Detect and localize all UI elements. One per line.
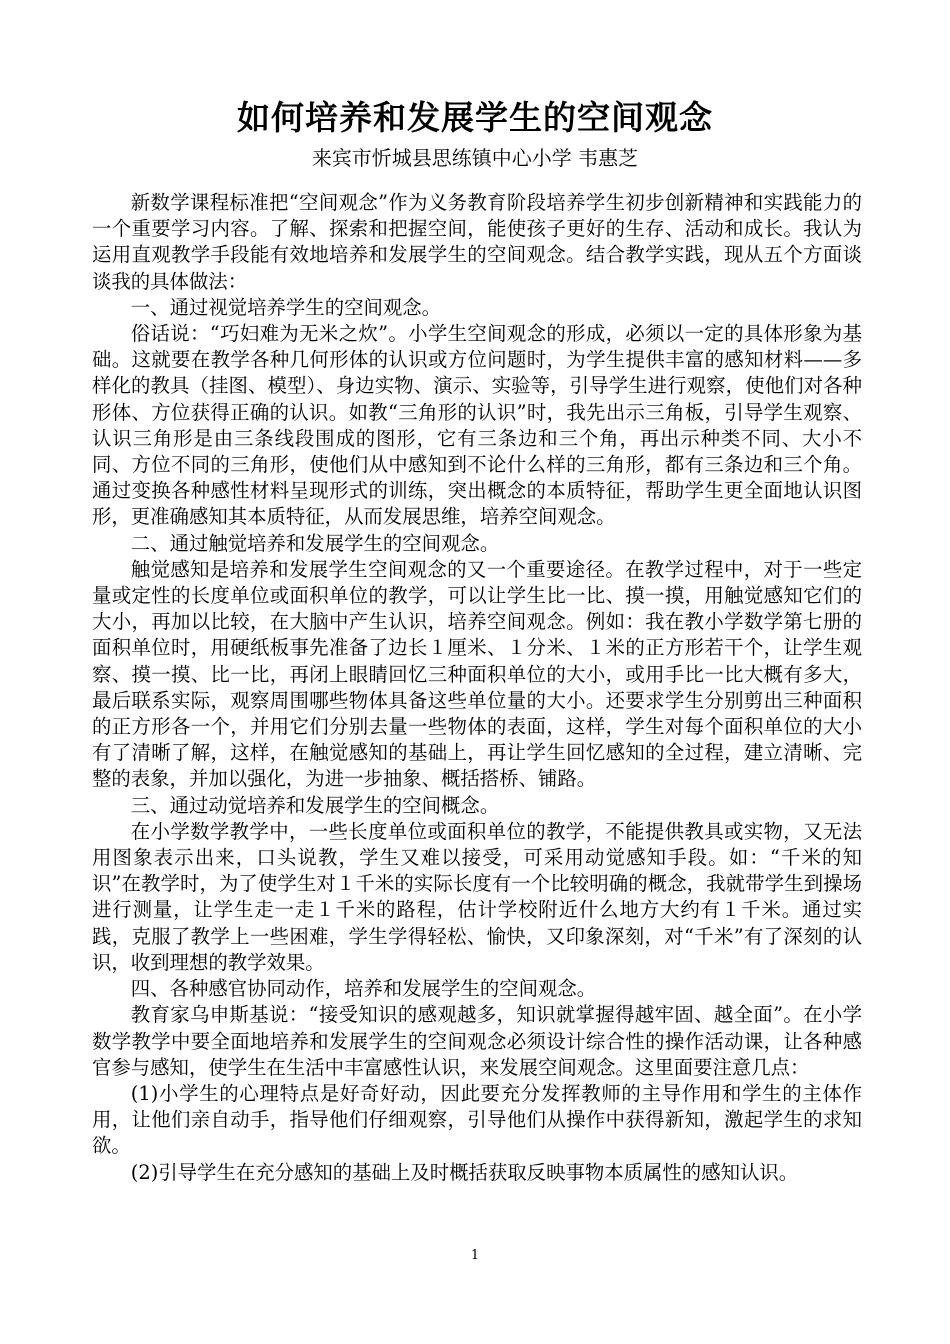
author-line: 来宾市忻城县思练镇中心小学 韦惠芝 [311,146,639,170]
paragraph: 教育家乌申斯基说：“接受知识的感观越多，知识就掌握得越牢固、越全面”。在小学数学教学中要全面地培养和发展学生的空间观念必须设计综合性的操作活动课，让各种感官参与感知，使学生在生活中丰富感性认识，来发展空间观念。这里面要注意几点： [92,1003,862,1079]
section-heading: 二、通过触觉培养和发展学生的空间观念。 [130,531,500,555]
page-number: 1 [470,1248,480,1263]
section-heading: 一、通过视觉培养学生的空间观念。 [130,295,442,319]
section-heading: 三、通过动觉培养和发展学生的空间概念。 [130,793,500,817]
document-title: 如何培养和发展学生的空间观念 [237,98,713,137]
paragraph: 在小学数学教学中，一些长度单位或面积单位的教学，不能提供教具或实物，又无法用图象表示出来，口头说教，学生又难以接受，可采用动觉感知手段。如：“千米的知识”在教学时，为了使学生对１千米的实际长度有一个比较明确的概念，我就带学生到操场进行测量，让学生走一走１千米的路程，估计学校附近什么地方大约有１千米。通过实践，克服了教学上一些困难，学生学得轻松、愉快，又印象深刻，对“千米”有了深刻的认识，收到理想的教学效果。 [92,819,862,974]
paragraph: 触觉感知是培养和发展学生空间观念的又一个重要途径。在教学过程中，对于一些定量或定性的长度单位或面积单位的教学，可以让学生比一比、摸一摸，用触觉感知它们的大小，再加以比较，在大脑中产生认识，培养空间观念。例如：我在教小学数学第七册的面积单位时，用硬纸板事先准备了边长１厘米、１分米、１米的正方形若干个，让学生观察、摸一摸、比一比，再闭上眼睛回忆三种面积单位的大小，或用手比一比大概有多大，最后联系实际，观察周围哪些物体具备这些单位量的大小。还要求学生分别剪出三种面积的正方形各一个，并用它们分别去量一些物体的表面，这样，学生对每个面积单位的大小有了清晰了解，这样，在触觉感知的基础上，再让学生回忆感知的全过程，建立清晰、完整的表象，并加以强化，为进一步抽象、概括搭桥、铺路。 [92,557,862,791]
paragraph: 新数学课程标准把“空间观念”作为义务教育阶段培养学生初步创新精神和实践能力的一个重要学习内容。了解、探索和把握空间，能使孩子更好的生存、活动和成长。我认为运用直观教学手段能有效地培养和发展学生的空间观念。结合教学实践，现从五个方面谈谈我的具体做法： [92,191,862,293]
document-body [92,190,862,1186]
paragraph: 俗话说：“巧妇难为无米之炊”。小学生空间观念的形成，必须以一定的具体形象为基础。这就要在教学各种几何形体的认识或方位问题时，为学生提供丰富的感知材料——多样化的教具（挂图、模型）、身边实物、演示、实验等，引导学生进行观察，使他们对各种形体、方位获得正确的认识。如教“三角形的认识”时，我先出示三角板，引导学生观察、认识三角形是由三条线段围成的图形，它有三条边和三个角，再出示种类不同、大小不同、方位不同的三角形，使他们从中感知到不论什么样的三角形，都有三条边和三个角。通过变换各种感性材料呈现形式的训练，突出概念的本质特征，帮助学生更全面地认识图形，更准确感知其本质特征，从而发展思维，培养空间观念。 [92,322,862,529]
list-item: (1)小学生的心理特点是好奇好动，因此要充分发挥教师的主导作用和学生的主体作用，让他们亲自动手，指导他们仔细观察，引导他们从操作中获得新知，激起学生的求知欲。 [92,1081,862,1158]
list-item: (2)引导学生在充分感知的基础上及时概括获取反映事物本质属性的感知认识。 [130,1160,799,1184]
section-heading: 四、各种感官协同动作，培养和发展学生的空间观念。 [130,977,597,1001]
